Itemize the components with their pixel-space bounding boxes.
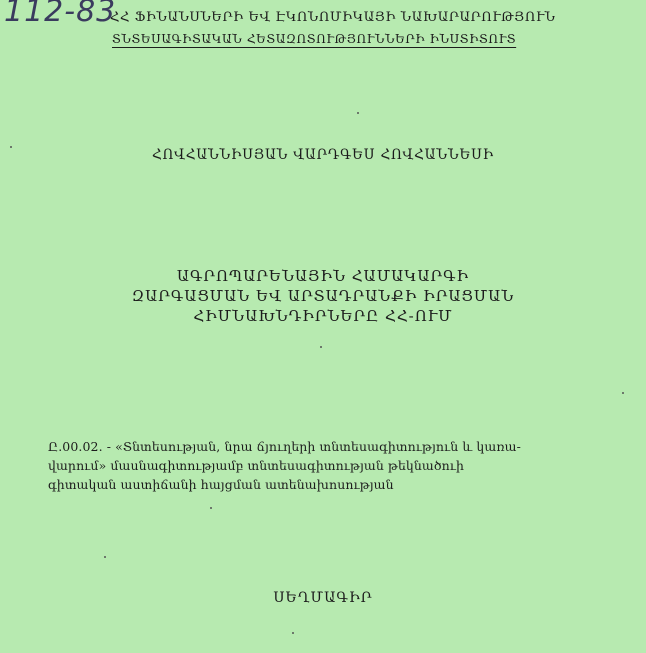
title-line: ՀԻՄՆԱԽՆԴԻՐՆԵՐԸ ՀՀ-ՈՒՄ — [193, 307, 453, 325]
scan-speck — [357, 112, 359, 114]
handwritten-code: 112-83 — [4, 0, 117, 29]
scan-speck — [210, 507, 212, 509]
institute-name: ՏՆՏԵՍԱԳԻՏԱԿԱՆ ՀԵՏԱԶՈՏՈՒԹՅՈՒՆՆԵՐԻ ԻՆՍՏԻՏՈՒՏ — [112, 32, 517, 46]
scan-speck — [10, 146, 12, 148]
title-line: ԶԱՐԳԱՑՄԱՆ ԵՎ ԱՐՏԱԴՐԱՆՔԻ ԻՐԱՑՄԱՆ — [131, 287, 515, 305]
document-type: ՍԵՂՄԱԳԻՐ — [273, 590, 373, 606]
title-line: ԱԳՐՈՊԱՐԵՆԱՅԻՆ ՀԱՄԱԿԱՐԳԻ — [176, 267, 470, 285]
thesis-title — [0, 266, 646, 326]
scan-speck — [104, 556, 106, 558]
author-name: ՀՈՎՀԱՆՆԻՍՅԱՆ ՎԱՐԴԳԵՍ ՀՈՎՀԱՆՆԵՍԻ — [152, 147, 494, 163]
scan-speck — [292, 632, 294, 634]
specialty-line: գիտական աստիճանի հայցման ատենախոսության — [48, 477, 394, 492]
scan-speck — [320, 346, 322, 348]
specialty-line: վարում» մասնագիտությամբ տնտեսագիտության թեկնածուի — [48, 458, 465, 473]
scan-speck — [622, 392, 624, 394]
specialty-description — [48, 437, 608, 494]
specialty-line: Ը.00.02. - «Տնտեսության, նրա ճյուղերի տնտեսագիտություն և կառա- — [48, 439, 521, 454]
ministry-name: ՀՀ ՖԻՆԱՆՍՆԵՐԻ ԵՎ ԷԿՈՆՈՄԻԿԱՅԻ ՆԱԽԱՐԱՐՈՒԹՅՈՒՆ — [110, 10, 556, 25]
